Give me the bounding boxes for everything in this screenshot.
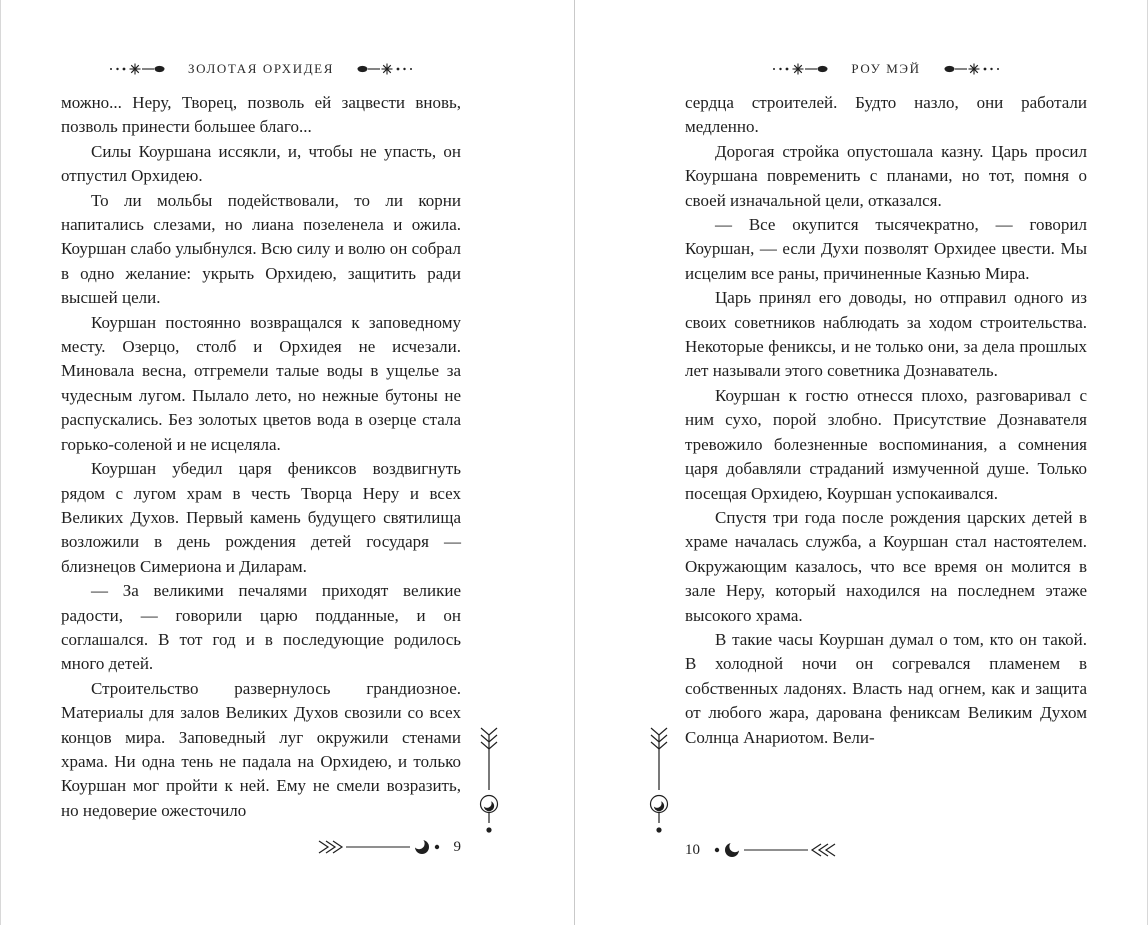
header-ornament-left-icon [108,62,166,76]
paragraph: В такие часы Коуршан думал о том, кто он такой. В холодной ночи он согревался пламенем в собственных ладонях. Власть над огнем, как и защита от любого жара, дарована фениксам Великим Духом Солнца Анариотом. Вели- [685,629,1087,747]
running-header-title: ЗОЛОТАЯ ОРХИДЕЯ [187,61,334,76]
running-header-right [685,60,1087,78]
left-page [1,0,574,925]
header-ornament-right-icon [356,62,414,76]
page-body [685,91,1087,750]
margin-ornament-icon [648,726,670,838]
paragraph: — Все окупится тысячекратно, — говорил Коуршан, — если Духи позволят Орхидее цвести. Мы исцелим все раны, причиненные Казнью Мира. [685,215,1087,283]
paragraph: Коуршан к гостю отнесся плохо, разговаривал с ним сухо, порой злобно. Присутствие Дознавателя тревожило болезненные воспоминания, а сомнения царя добавляли страданий измученной душе. Только посещая Орхидею, Коуршан успокаивался. [685,385,1087,503]
paragraph: Дорогая стройка опустошала казну. Царь просил Коуршана повременить с планами, но тот, помня о своей изначальной цели, отказался. [685,141,1087,210]
margin-ornament-icon [478,726,500,838]
footer-ornament-icon [317,838,445,856]
footer-ornament-icon [709,841,837,859]
paragraph: Спустя три года после рождения царских детей в храме началась служба, а Коуршан стал настоятелем. Окружающим казалось, что все время он молится в зале Неру, который находился на последнем этаже высокого храма. [685,507,1087,625]
page-number: 9 [453,838,461,855]
header-ornament-right-icon [943,62,1001,76]
running-header-left [61,60,461,78]
paragraph: Строительство развернулось грандиозное. Материалы для залов Великих Духов свозили со всех концов мира. Заповедный луг окружили стенами храма. Ни одна тень не падала на Орхидею, и только Коуршан мог пройти к ней. Ему не смели возразить, но недоверие ожесточило [61,678,461,820]
paragraph: Коуршан постоянно возвращался к заповедному месту. Озерцо, столб и Орхидея не исчезали. Миновала весна, отгремели талые воды в ущелье за чудесным лугом. Пылало лето, но нежные бутоны не распускались. Без золотых цветов вода в озерце стала горько-соленой и не исцеляла. [61,312,461,454]
paragraph: можно... Неру, Творец, позволь ей зацвести вновь, позволь принести большее благо... [61,93,461,137]
page-footer-left [317,838,462,856]
page-number: 10 [685,841,700,858]
paragraph: То ли мольбы подействовали, то ли корни напитались слезами, но лиана позеленела и ожила. Коуршан слабо улыбнулся. Всю силу и волю он собрал в одно желание: укрыть Орхидею, защитить ради высшей цели. [61,190,461,308]
page-footer-right [685,841,837,859]
paragraph: — За великими печалями приходят великие радости, — говорили царю подданные, и он соглашался. В тот год и в последующие родилось много детей. [61,581,461,674]
header-ornament-left-icon [771,62,829,76]
page-body [61,91,461,823]
right-page [574,0,1147,925]
running-header-title: РОУ МЭЙ [851,61,921,76]
paragraph: Царь принял его доводы, но отправил одного из своих советников наблюдать за ходом строительства. Некоторые фениксы, и не только они, за дела прошлых лет называли этого советника Дознаватель. [685,288,1087,381]
paragraph: сердца строителей. Будто назло, они работали медленно. [685,93,1087,137]
paragraph: Коуршан убедил царя фениксов воздвигнуть рядом с лугом храм в честь Творца Неру и всех Великих Духов. Первый камень будущего святилища возложили в день рождения детей государя — близнецов Симериона и Диларам. [61,459,461,576]
paragraph: Силы Коуршана иссякли, и, чтобы не упасть, он отпустил Орхидею. [61,141,461,186]
